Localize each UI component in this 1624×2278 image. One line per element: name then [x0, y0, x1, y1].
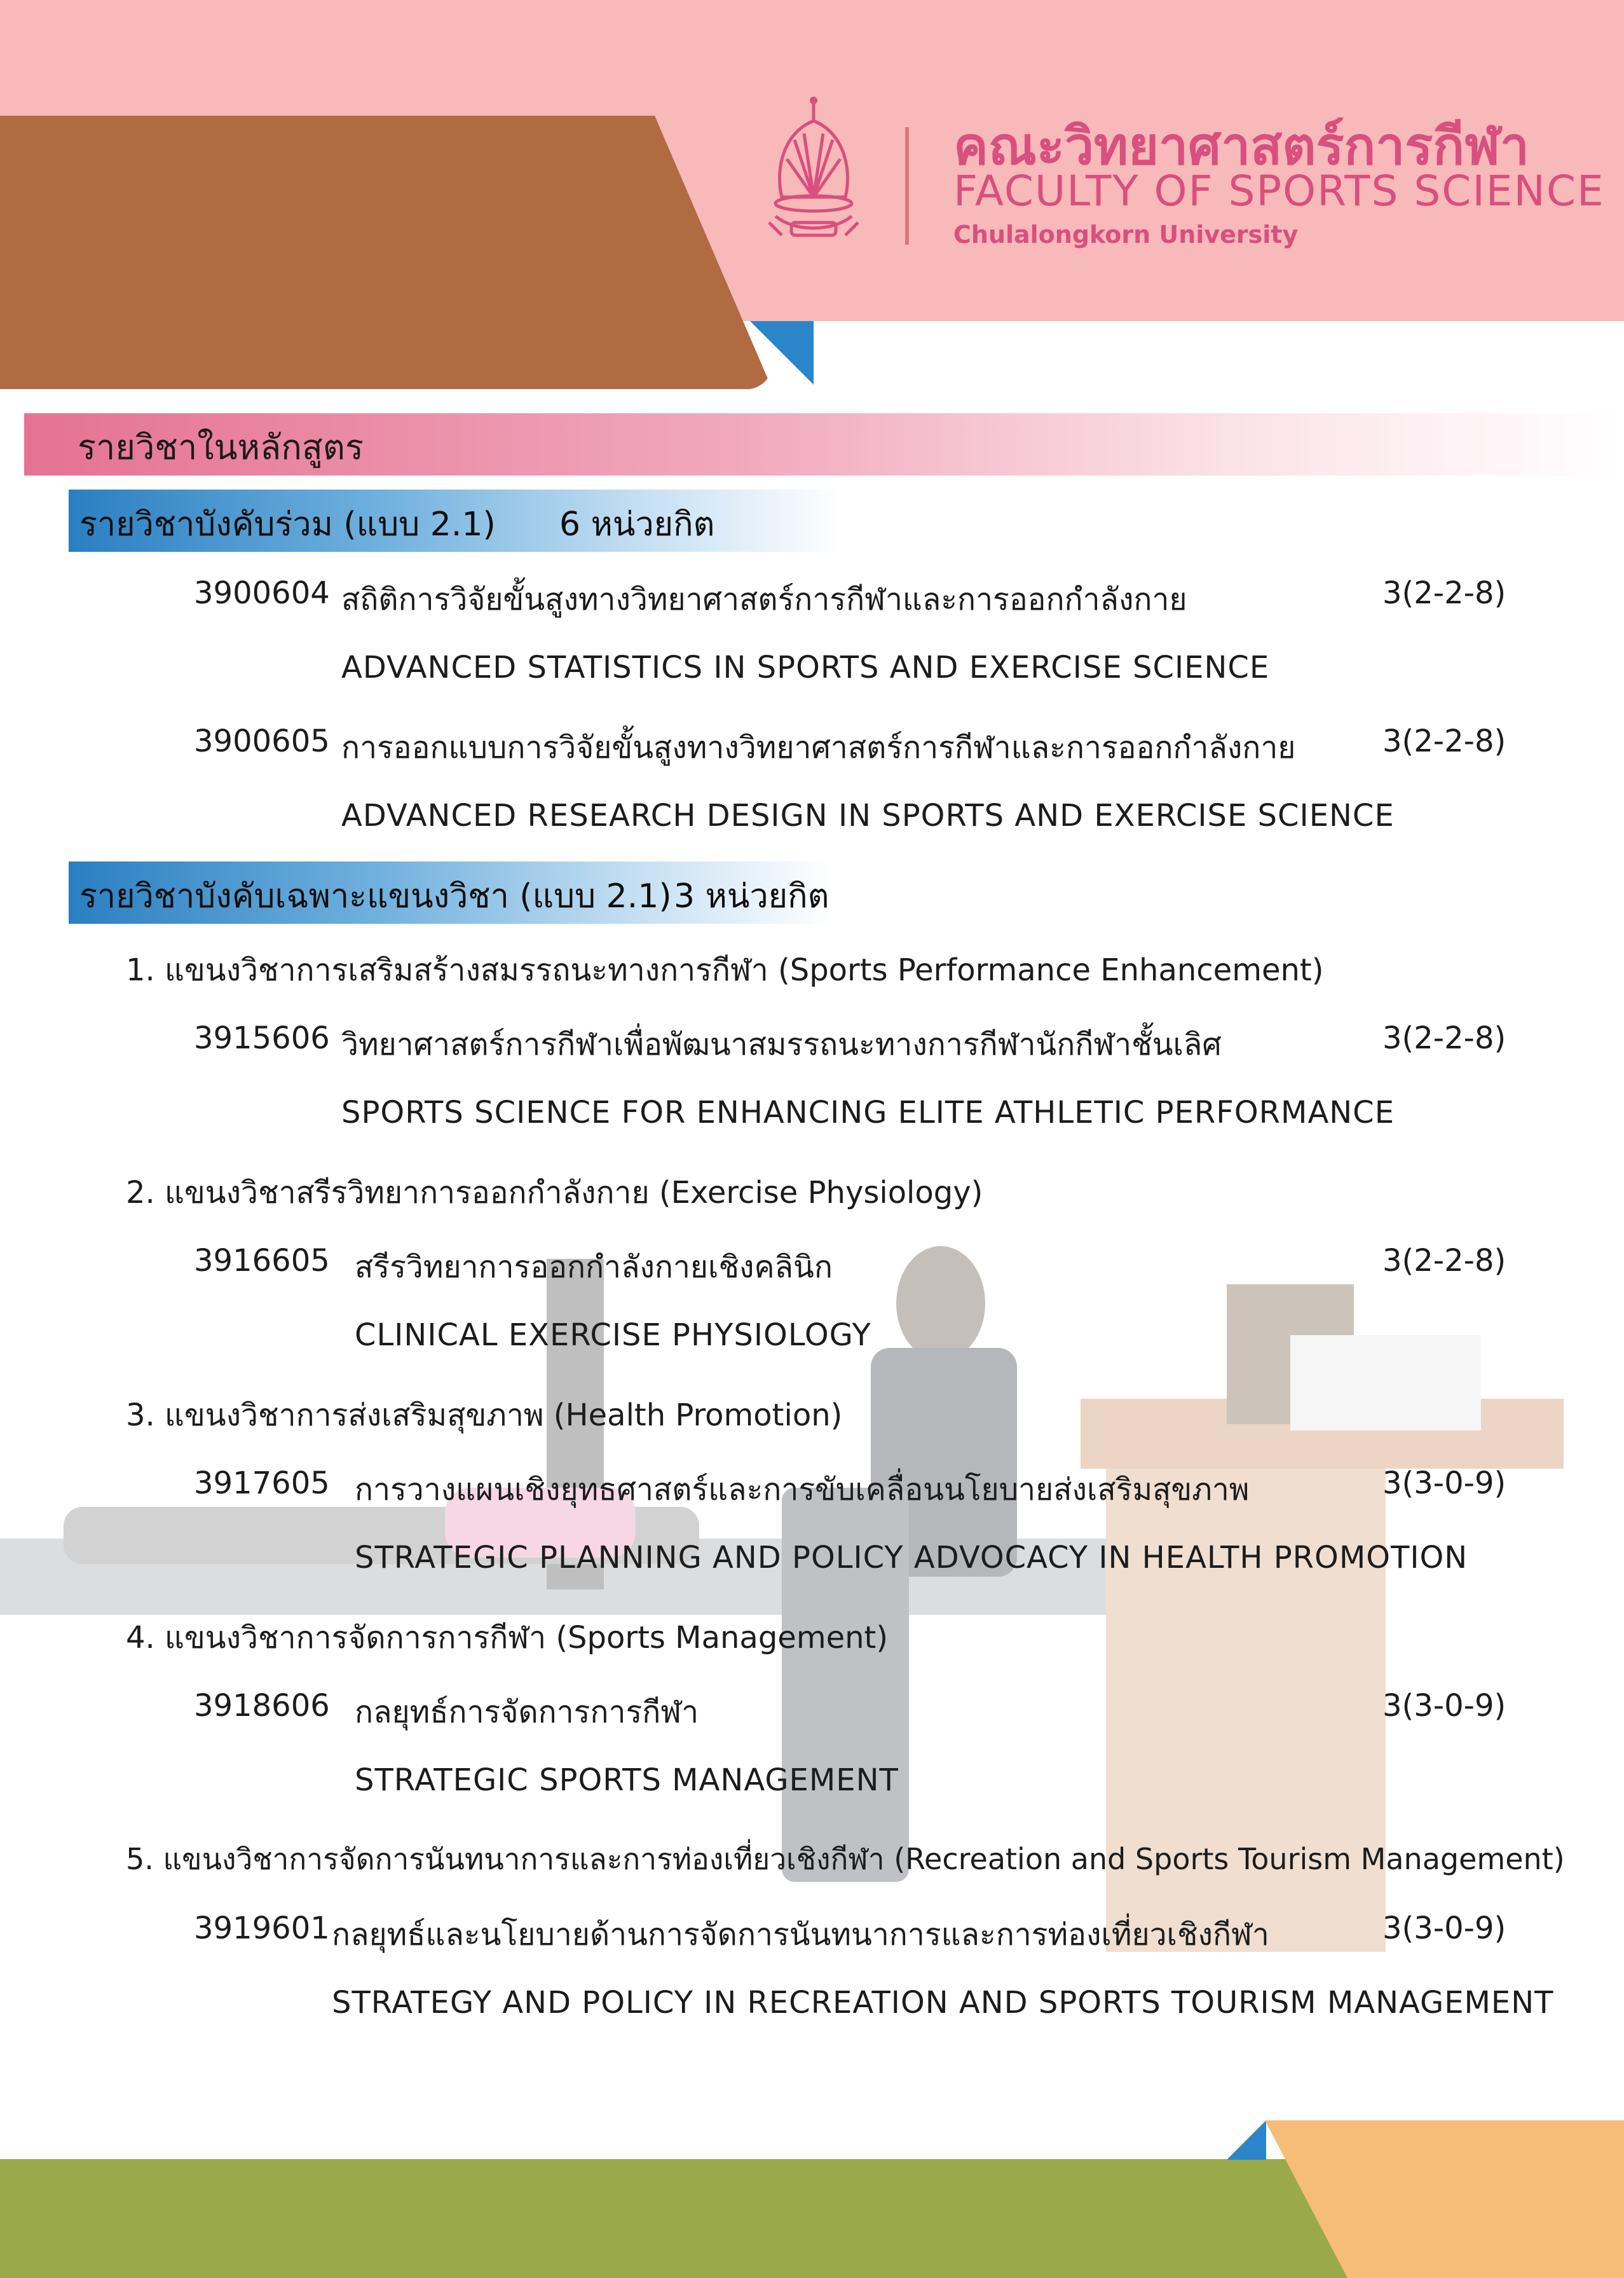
course-name-english: CLINICAL EXERCISE PHYSIOLOGY [355, 1317, 871, 1353]
course-name-thai: การออกแบบการวิจัยขั้นสูงทางวิทยาศาสตร์การกีฬาและการออกกำลังกาย [341, 730, 1296, 765]
course-name-english: SPORTS SCIENCE FOR ENHANCING ELITE ATHLETIC PERFORMANCE [341, 1095, 1395, 1130]
course-credit: 3(2-2-8) [1382, 575, 1506, 611]
course-name-english: STRATEGIC SPORTS MANAGEMENT [355, 1762, 899, 1798]
course-name-english: STRATEGY AND POLICY IN RECREATION AND SPORTS TOURISM MANAGEMENT [332, 1985, 1554, 2021]
track-heading: 1. แขนงวิชาการเสริมสร้างสมรรถนะทางการกีฬา (Sports Performance Enhancement) [126, 952, 1324, 988]
faculty-name-english: FACULTY OF SPORTS SCIENCE [953, 167, 1605, 216]
course-credit: 3(2-2-8) [1382, 1243, 1506, 1279]
section-title: รายวิชาในหลักสูตร [78, 427, 364, 467]
course-name-thai: สรีรวิทยาการออกกำลังกายเชิงคลินิก [355, 1249, 833, 1285]
track-heading: 3. แขนงวิชาการส่งเสริมสุขภาพ (Health Promotion) [126, 1397, 843, 1433]
course-code: 3919601 [194, 1911, 330, 1946]
course-code: 3918606 [194, 1688, 330, 1724]
course-code: 3900605 [194, 724, 330, 759]
course-name-thai: กลยุทธ์การจัดการการกีฬา [355, 1694, 699, 1730]
university-emblem-icon [756, 95, 871, 248]
course-name-english: ADVANCED STATISTICS IN SPORTS AND EXERCISE SCIENCE [341, 650, 1270, 685]
logo-divider [905, 127, 909, 245]
course-name-thai: วิทยาศาสตร์การกีฬาเพื่อพัฒนาสมรรถนะทางการกีฬานักกีฬาชั้นเลิศ [341, 1027, 1222, 1062]
course-name-thai: การวางแผนเชิงยุทธศาสตร์และการขับเคลื่อนนโยบายส่งเสริมสุขภาพ [355, 1472, 1250, 1507]
course-code: 3916605 [194, 1243, 330, 1279]
course-credit: 3(2-2-8) [1382, 1020, 1506, 1056]
course-name-english: ADVANCED RESEARCH DESIGN IN SPORTS AND EXERCISE SCIENCE [341, 798, 1395, 834]
track-heading: 4. แขนงวิชาการจัดการการกีฬา (Sports Management) [126, 1620, 889, 1656]
footer-blue-accent [1227, 2120, 1266, 2160]
required-track-title: รายวิชาบังคับเฉพาะแขนงวิชา (แบบ 2.1) [79, 877, 672, 916]
course-code: 3917605 [194, 1465, 330, 1501]
course-credit: 3(3-0-9) [1382, 1688, 1506, 1724]
university-name: Chulalongkorn University [953, 221, 1299, 249]
course-credit: 3(2-2-8) [1382, 724, 1506, 759]
track-heading: 5. แขนงวิชาการจัดการนันทนาการและการท่องเที่ยวเชิงกีฬา (Recreation and Sports Tourism Management) [126, 1842, 1565, 1876]
required-track-credits: 3 หน่วยกิต [674, 877, 829, 916]
required-common-credits: 6 หน่วยกิต [559, 505, 715, 544]
header-brown-banner [0, 116, 772, 389]
required-common-title: รายวิชาบังคับร่วม (แบบ 2.1) [79, 505, 496, 544]
track-heading: 2. แขนงวิชาสรีรวิทยาการออกกำลังกาย (Exercise Physiology) [126, 1175, 983, 1211]
course-name-thai: กลยุทธ์และนโยบายด้านการจัดการนันทนาการและการท่องเที่ยวเชิงกีฬา [332, 1917, 1269, 1952]
course-code: 3915606 [194, 1020, 330, 1056]
course-code: 3900604 [194, 575, 330, 611]
faculty-name-thai: คณะวิทยาศาสตร์การกีฬา [953, 116, 1530, 177]
course-credit: 3(3-0-9) [1382, 1911, 1506, 1946]
course-name-english: STRATEGIC PLANNING AND POLICY ADVOCACY IN HEALTH PROMOTION [355, 1540, 1468, 1575]
course-name-thai: สถิติการวิจัยขั้นสูงทางวิทยาศาสตร์การกีฬาและการออกกำลังกาย [341, 582, 1187, 617]
course-credit: 3(3-0-9) [1382, 1465, 1506, 1501]
